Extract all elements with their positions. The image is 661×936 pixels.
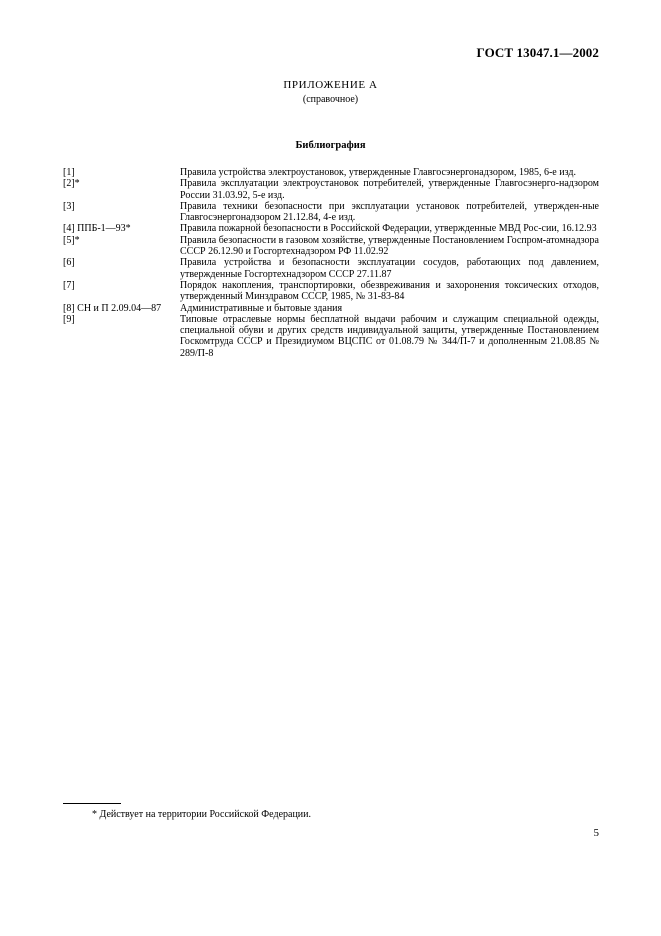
entry-reference: [7] (63, 279, 75, 291)
entry-text: Правила безопасности в газовом хозяйстве, утвержденные Постановлением Госпром-атомнадзора СССР 26.12.90 и Госгортехнадзором РФ 11.02.92 (180, 234, 599, 258)
bibliography-entry (63, 314, 599, 359)
bibliography-entry (63, 178, 599, 201)
bibliography-entry (63, 257, 599, 280)
bibliography-entry (63, 167, 599, 178)
appendix-title: ПРИЛОЖЕНИЕ А (283, 79, 378, 91)
entry-reference: [4] ППБ-1—93* (63, 223, 131, 235)
entry-text: Правила техники безопасности при эксплуатации установок потребителей, утвержден-ные Главгосэнергонадзором 21.12.84, 4-е изд. (180, 200, 599, 224)
bibliography-entry (63, 280, 599, 303)
entry-text: Правила устройства и безопасности эксплуатации сосудов, работающих под давлением, утвержденные Госгортехнадзором СССР 27.11.87 (180, 257, 599, 280)
footnote: * Действует на территории Российской Федерации. (92, 809, 311, 820)
entry-reference: [1] (63, 167, 75, 178)
entry-text: Правила эксплуатации электроустановок потребителей, утвержденные Главгосэнерго-надзором России 31.03.92, 5-е изд. (180, 178, 599, 201)
bibliography-list (63, 167, 599, 359)
bibliography-entry (63, 201, 599, 224)
footnote-separator (63, 803, 121, 804)
bibliography-entry (63, 303, 599, 314)
entry-reference: [5]* (63, 234, 80, 246)
entry-text: Административные и бытовые здания (180, 302, 343, 314)
bibliography-entry (63, 235, 599, 258)
bibliography-entry (63, 223, 599, 234)
standard-code: ГОСТ 13047.1—2002 (476, 45, 599, 60)
entry-reference: [6] (63, 257, 75, 269)
appendix-subtitle: (справочное) (302, 94, 359, 105)
entry-reference: [8] СН и П 2.09.04—87 (63, 302, 162, 314)
entry-text: Правила устройства электроустановок, утвержденные Главгосэнергонадзором, 1985, 6-е изд. (180, 167, 576, 178)
entry-text: Типовые отраслевые нормы бесплатной выдачи рабочим и служащим специальной одежды, специальной обуви и других средств индивидуальной защиты, утвержденные Постановлением Госкомтруда СССР и Президиумом ВЦСПС от 01.08.79 № 344/П-7 и дополненным 21.08.85 № 289/П-8 (180, 313, 599, 359)
entry-text: Порядок накопления, транспортировки, обезвреживания и захоронения токсических отходов, утвержденный Минздравом СССР, 1985, № 31-83-84 (180, 279, 599, 303)
entry-reference: [9] (63, 313, 75, 325)
page-number: 5 (593, 827, 599, 839)
bibliography-heading: Библиография (295, 140, 366, 151)
entry-reference: [2]* (63, 178, 80, 190)
entry-text: Правила пожарной безопасности в Российской Федерации, утвержденные МВД Рос-сии, 16.12.93 (180, 223, 597, 235)
entry-reference: [3] (63, 200, 75, 212)
